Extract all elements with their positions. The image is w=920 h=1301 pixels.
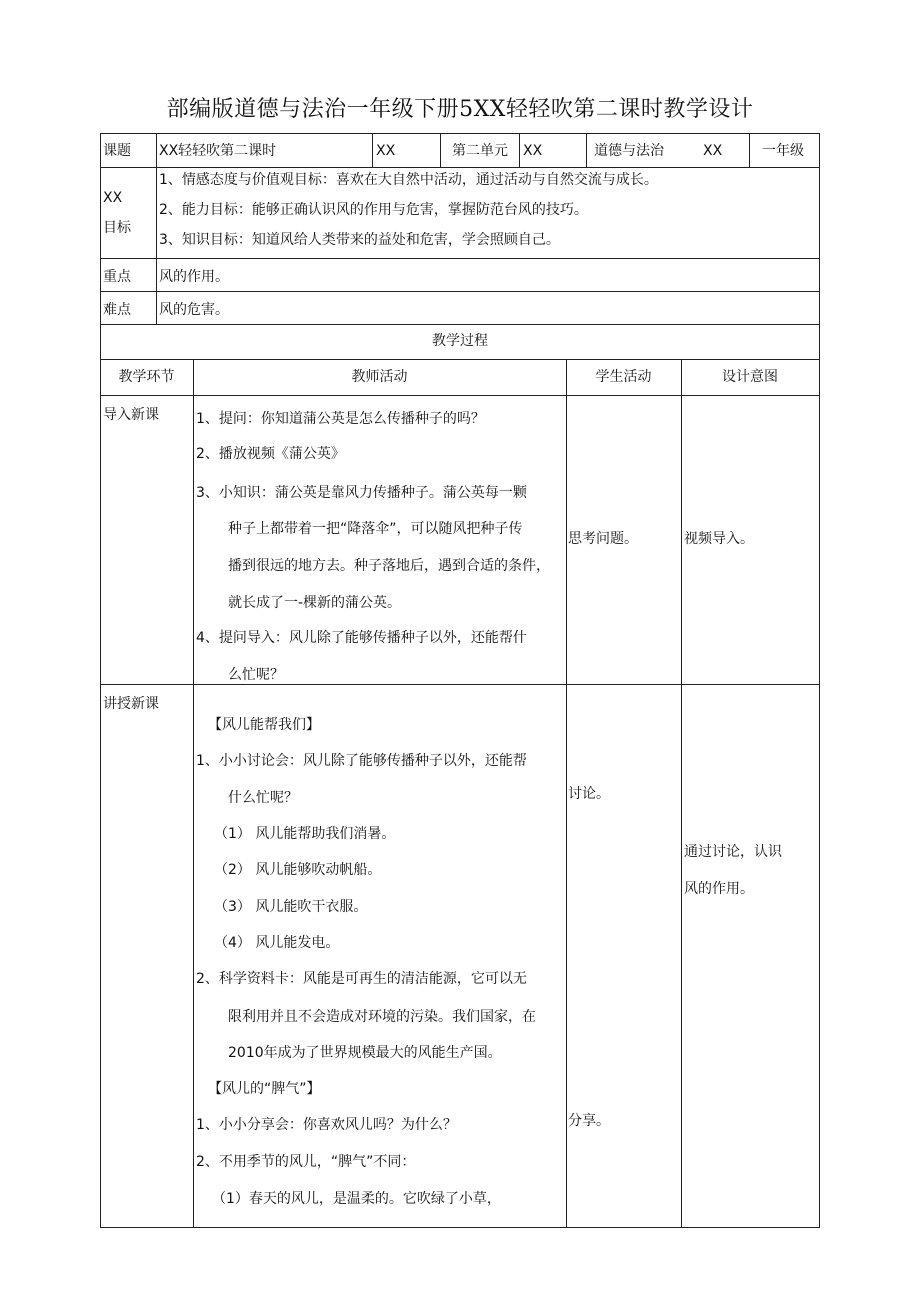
table-border-left bbox=[100, 133, 101, 1228]
teacher-activity-line: 什么忙呢？ bbox=[228, 790, 298, 806]
table-border-top bbox=[100, 133, 820, 134]
process-heading: 教学过程 bbox=[432, 333, 488, 349]
subject-value: 道德与法治 bbox=[594, 143, 664, 159]
stage-label: 导入新课 bbox=[103, 407, 159, 423]
teacher-activity-line: 2、科学资料卡：风能是可再生的清洁能源，它可以无 bbox=[196, 971, 527, 987]
teacher-activity-line: 播到很远的地方去。种子落地后，遇到合适的条件， bbox=[228, 558, 550, 574]
design-intent: 视频导入。 bbox=[684, 531, 754, 547]
teacher-activity-line: 限利用并且不会造成对环境的污染。我们国家，在 bbox=[228, 1009, 536, 1025]
placeholder-xx: XX bbox=[703, 143, 723, 159]
col-divider bbox=[749, 133, 750, 167]
topic-value: XX轻轻吹第二课时 bbox=[159, 143, 277, 159]
teacher-activity-line: 2、不用季节的风儿，“脾气”不同： bbox=[196, 1154, 416, 1170]
teacher-activity-line: （2） 风儿能够吹动帆船。 bbox=[214, 862, 382, 878]
student-activity: 分享。 bbox=[568, 1113, 610, 1129]
row-divider bbox=[100, 359, 820, 360]
key-point-label: 重点 bbox=[103, 269, 131, 285]
stage-label: 讲授新课 bbox=[103, 696, 159, 712]
col-divider bbox=[681, 359, 682, 1227]
teacher-activity-line: 种子上都带着一把“降落伞”，可以随风把种子传 bbox=[228, 521, 523, 537]
teacher-activity-line: 2、播放视频《蒲公英》 bbox=[196, 446, 345, 462]
column-header: 教学环节 bbox=[118, 369, 175, 385]
col-divider bbox=[156, 133, 157, 324]
col-divider bbox=[566, 359, 567, 1227]
teacher-activity-line: 1、提问：你知道蒲公英是怎么传播种子的吗？ bbox=[196, 411, 485, 427]
teacher-activity-line: 4、提问导入：风儿除了能够传播种子以外，还能帮什 bbox=[196, 630, 527, 646]
objective-item: 3、知识目标：知道风给人类带来的益处和危害，学会照顾自己。 bbox=[159, 232, 560, 248]
student-activity: 讨论。 bbox=[568, 786, 610, 802]
key-point-value: 风的作用。 bbox=[159, 269, 229, 285]
grade-value: 一年级 bbox=[762, 143, 804, 159]
col-divider bbox=[372, 133, 373, 167]
objectives-label: 目标 bbox=[103, 220, 131, 236]
placeholder-xx: XX bbox=[376, 143, 396, 159]
section-heading: 【风儿的“脾气”】 bbox=[208, 1081, 321, 1097]
col-divider bbox=[440, 133, 441, 167]
teacher-activity-line: 3、小知识：蒲公英是靠风力传播种子。蒲公英每一颗 bbox=[196, 485, 527, 501]
row-divider bbox=[100, 258, 820, 259]
col-divider bbox=[586, 133, 587, 167]
page-title: 部编版道德与法治一年级下册5XX轻轻吹第二课时教学设计 bbox=[166, 97, 754, 122]
teacher-activity-line: （1） 风儿能帮助我们消暑。 bbox=[214, 826, 396, 842]
teacher-activity-line: 1、小小分享会：你喜欢风儿吗？为什么？ bbox=[196, 1117, 457, 1133]
teacher-activity-line: 2010年成为了世界规模最大的风能生产国。 bbox=[228, 1045, 502, 1061]
teacher-activity-line: （4） 风儿能发电。 bbox=[214, 935, 340, 951]
topic-label: 课题 bbox=[103, 143, 131, 159]
objective-item: 1、情感态度与价值观目标：喜欢在大自然中活动，通过活动与自然交流与成长。 bbox=[159, 172, 658, 188]
row-divider bbox=[100, 291, 820, 292]
teacher-activity-line: （1）春天的风儿，是温柔的。它吹绿了小草， bbox=[212, 1191, 501, 1207]
teacher-activity-line: （3） 风儿能吹干衣服。 bbox=[214, 899, 368, 915]
section-heading: 【风儿能帮我们】 bbox=[208, 717, 320, 733]
student-activity: 思考问题。 bbox=[568, 531, 638, 547]
teacher-activity-line: 就长成了一-棵新的蒲公英。 bbox=[228, 595, 402, 611]
placeholder-xx: XX bbox=[523, 143, 543, 159]
design-intent: 风的作用。 bbox=[684, 881, 754, 897]
difficulty-value: 风的危害。 bbox=[159, 302, 229, 318]
col-divider bbox=[193, 359, 194, 1227]
table-border-right bbox=[819, 133, 820, 1228]
teacher-activity-line: 么忙呢？ bbox=[228, 667, 284, 683]
objective-item: 2、能力目标：能够正确认识风的作用与危害，掌握防范台风的技巧。 bbox=[159, 202, 588, 218]
teacher-activity-line: 1、小小讨论会：风儿除了能够传播种子以外，还能帮 bbox=[196, 753, 527, 769]
row-divider bbox=[100, 395, 820, 396]
design-intent: 通过讨论，认识 bbox=[684, 844, 782, 860]
row-divider bbox=[100, 684, 820, 685]
difficulty-label: 难点 bbox=[103, 302, 131, 318]
table-border-bottom bbox=[100, 1227, 820, 1228]
column-header: 学生活动 bbox=[595, 369, 652, 385]
row-divider bbox=[100, 324, 820, 325]
objectives-label: XX bbox=[103, 190, 123, 206]
unit-value: 第二单元 bbox=[452, 143, 508, 159]
column-header: 设计意图 bbox=[722, 369, 778, 385]
col-divider bbox=[519, 133, 520, 167]
row-divider bbox=[100, 167, 820, 168]
column-header: 教师活动 bbox=[351, 369, 408, 385]
